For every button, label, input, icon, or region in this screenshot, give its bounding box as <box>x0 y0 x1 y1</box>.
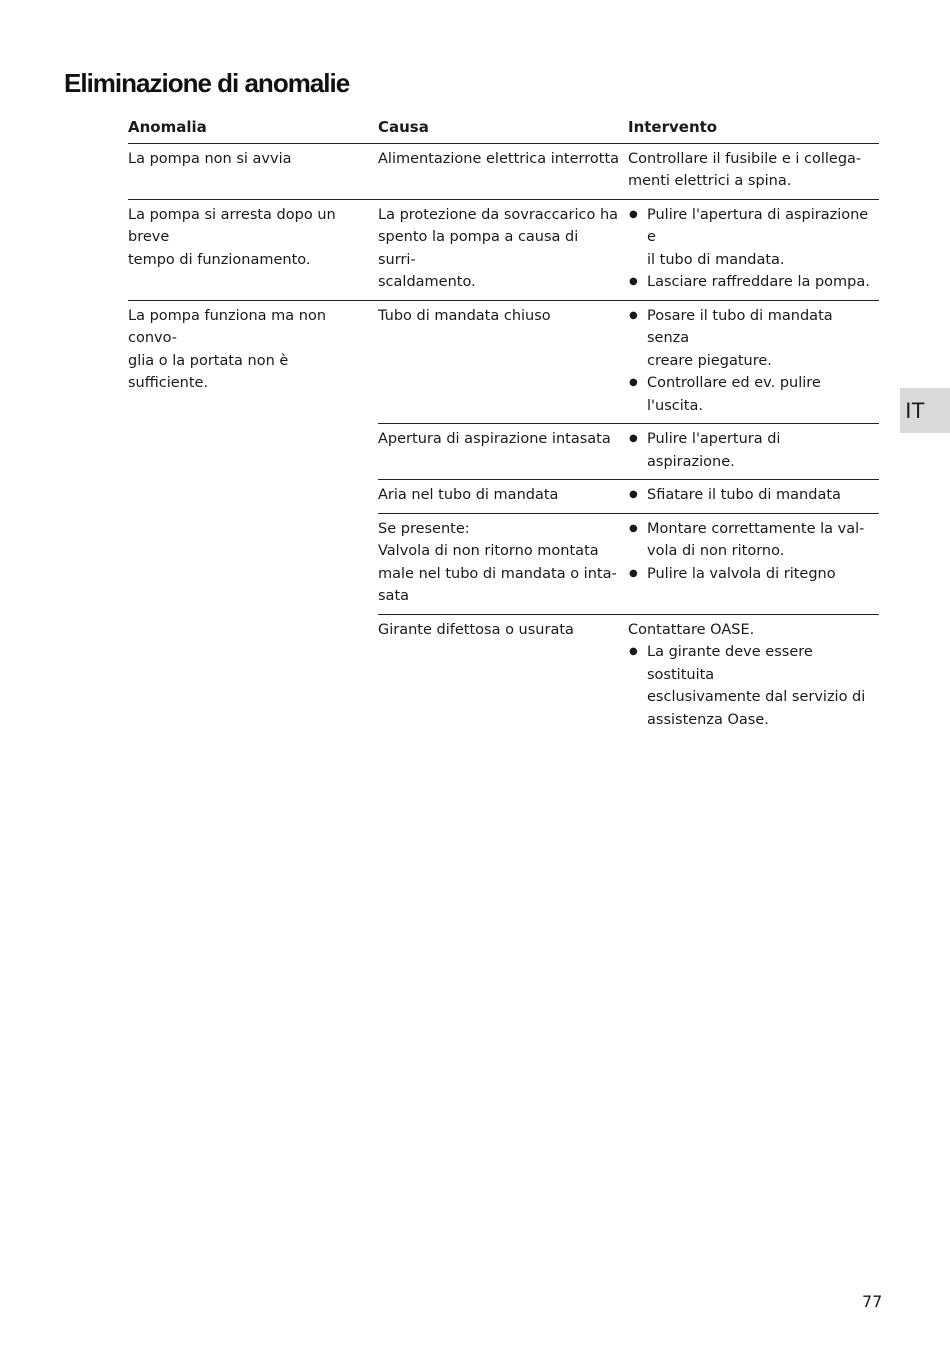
intervento-list <box>628 484 879 507</box>
causa-cell: Se presente: Valvola di non ritorno montata male nel tubo di mandata o inta- sata <box>378 520 617 604</box>
table-row <box>128 301 879 738</box>
column-header-causa: Causa <box>378 118 429 136</box>
language-tab <box>900 388 950 433</box>
cause-row <box>378 144 879 199</box>
table-row <box>128 200 879 301</box>
intervento-list <box>628 518 879 586</box>
cause-row <box>378 200 879 300</box>
cause-row <box>378 514 879 615</box>
cause-row <box>378 301 879 425</box>
column-header-intervento: Intervento <box>628 118 718 136</box>
intervento-list <box>628 641 879 731</box>
intervento-bullet: ● Posare il tubo di mandata senza creare piegature. <box>628 305 879 373</box>
intervento-bullet: ● Lasciare raffreddare la pompa. <box>628 271 879 294</box>
intervento-bullet: ● Pulire l'apertura di aspirazione. <box>628 428 879 473</box>
troubleshooting-table <box>128 116 879 737</box>
page-title: Eliminazione di anomalie <box>64 68 350 98</box>
cause-row <box>378 615 879 738</box>
intervento-list <box>628 428 879 473</box>
anomalia-cell: La pompa funziona ma non convo- glia o la portata non è sufficiente. <box>128 307 327 391</box>
intervento-list <box>628 204 879 294</box>
intervento-text: Contattare OASE. <box>628 621 755 638</box>
language-tab-label: IT <box>905 397 925 423</box>
intervento-text: Controllare il fusibile e i collega- menti elettrici a spina. <box>628 150 862 189</box>
intervento-bullet: ● Sfiatare il tubo di mandata <box>628 484 879 507</box>
causa-cell: La protezione da sovraccarico ha spento la pompa a causa di surri- scaldamento. <box>378 206 619 290</box>
page-number: 77 <box>862 1292 883 1311</box>
intervento-bullet: ● Controllare ed ev. pulire l'uscita. <box>628 372 879 417</box>
intervento-bullet: ● Montare correttamente la val- vola di non ritorno. <box>628 518 879 563</box>
cause-row <box>378 424 879 480</box>
anomalia-cell: La pompa non si avvia <box>128 150 292 167</box>
causa-cell: Girante difettosa o usurata <box>378 621 574 638</box>
causa-cell: Apertura di aspirazione intasata <box>378 431 611 447</box>
cause-row <box>378 480 879 514</box>
table-row <box>128 144 879 200</box>
anomalia-cell: La pompa si arresta dopo un breve tempo di funzionamento. <box>128 206 336 268</box>
causa-cell: Aria nel tubo di mandata <box>378 487 559 503</box>
intervento-bullet: ● Pulire l'apertura di aspirazione e il tubo di mandata. <box>628 204 879 272</box>
intervento-bullet: ● La girante deve essere sostituita esclusivamente dal servizio di assistenza Oase. <box>628 641 879 731</box>
column-header-anomalia: Anomalia <box>128 118 207 136</box>
causa-cell: Alimentazione elettrica interrotta <box>378 150 620 167</box>
table-header <box>128 116 879 144</box>
intervento-list <box>628 305 879 418</box>
causa-cell: Tubo di mandata chiuso <box>378 307 551 324</box>
intervento-bullet: ● Pulire la valvola di ritegno <box>628 563 879 586</box>
